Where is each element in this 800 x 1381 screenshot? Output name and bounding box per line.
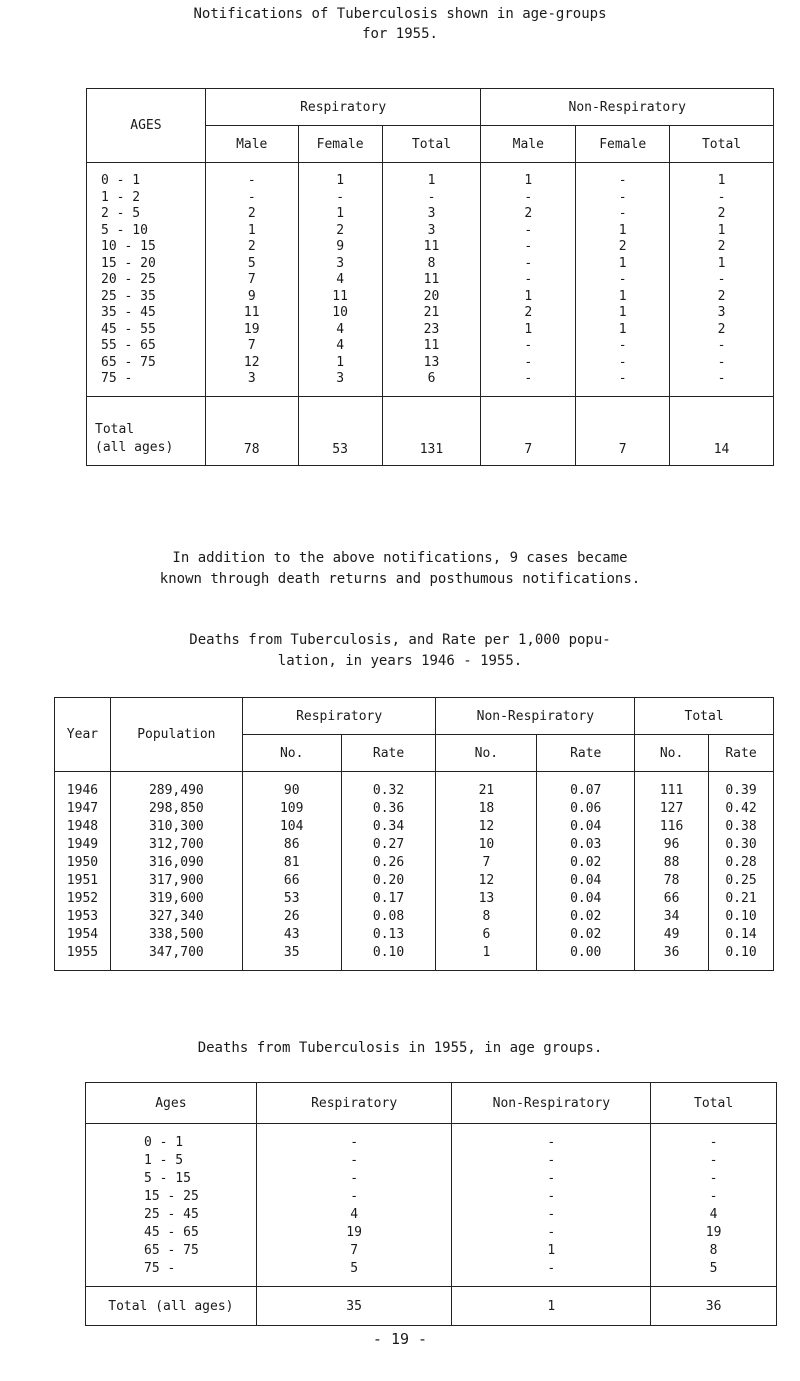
table-cell: 5 (205, 256, 298, 273)
table-cell: 9 (205, 289, 298, 306)
table-total-row (87, 396, 774, 465)
table-row (86, 1170, 777, 1188)
table-row (87, 223, 774, 240)
row-label: 55 - 65 (87, 338, 206, 355)
table-cell: 1 (576, 289, 670, 306)
row-label: 15 - 25 (86, 1188, 257, 1206)
table-row (86, 1260, 777, 1287)
table-cell: 3 (382, 206, 481, 223)
table-cell: 36 (635, 944, 709, 971)
table-cell: 7 (256, 1242, 452, 1260)
table-cell: 327,340 (110, 908, 242, 926)
table-cell: 0.02 (537, 854, 635, 872)
table-cell: - (205, 190, 298, 207)
table-cell: 19 (256, 1224, 452, 1242)
row-label: 45 - 65 (86, 1224, 257, 1242)
table-cell: 1 (205, 223, 298, 240)
table-cell: 5 (256, 1260, 452, 1287)
table-cell: 11 (298, 289, 382, 306)
table-cell: - (298, 190, 382, 207)
table-cell: 12 (436, 872, 537, 890)
table-cell: 6 (382, 371, 481, 396)
total-cell: 14 (670, 396, 774, 465)
row-label: 0 - 1 (86, 1124, 257, 1153)
table-cell: - (670, 371, 774, 396)
table-cell: - (576, 190, 670, 207)
table-cell: 2 (670, 322, 774, 339)
row-label: 75 - (87, 371, 206, 396)
table-cell: 8 (651, 1242, 777, 1260)
table-cell: 35 (242, 944, 341, 971)
deaths-by-age-table (85, 1082, 777, 1326)
table-cell: - (256, 1124, 452, 1153)
row-label: 1948 (55, 818, 111, 836)
table-cell: 2 (670, 206, 774, 223)
total-label (87, 396, 206, 465)
table-cell: 1 (298, 355, 382, 372)
table-row (55, 772, 774, 801)
table-row (87, 305, 774, 322)
table-cell: 0.34 (341, 818, 436, 836)
subheader-nonresp-no: No. (436, 735, 537, 772)
table-cell: - (382, 190, 481, 207)
table-cell: 11 (382, 338, 481, 355)
table-cell: 1 (436, 944, 537, 971)
table-cell: 0.30 (709, 836, 774, 854)
table-cell: 109 (242, 800, 341, 818)
subheader-resp-female: Female (298, 126, 382, 163)
page-title-line1: Notifications of Tuberculosis shown in age-groups (193, 6, 607, 22)
table-cell: 4 (298, 338, 382, 355)
table-cell: 0.08 (341, 908, 436, 926)
table-cell: - (481, 190, 576, 207)
row-label: 0 - 1 (87, 163, 206, 190)
table-cell: 66 (242, 872, 341, 890)
table-cell: 116 (635, 818, 709, 836)
table-cell: 1 (481, 289, 576, 306)
subheader-resp-no: No. (242, 735, 341, 772)
table-cell: 21 (436, 772, 537, 801)
table-cell: 7 (205, 272, 298, 289)
header-total: Total (635, 698, 774, 735)
table-row (87, 239, 774, 256)
note-line1: In addition to the above notifications, 9 cases became (172, 550, 628, 566)
header-ages: Ages (86, 1083, 257, 1124)
table-cell: 7 (436, 854, 537, 872)
subheader-nonresp-female: Female (576, 126, 670, 163)
table-row (87, 355, 774, 372)
deaths-heading-line2: lation, in years 1946 - 1955. (277, 653, 523, 669)
table-cell: 0.42 (709, 800, 774, 818)
table-cell: 1 (576, 256, 670, 273)
row-label: 65 - 75 (87, 355, 206, 372)
row-label: 1953 (55, 908, 111, 926)
table-row (86, 1124, 777, 1153)
table-cell: - (481, 355, 576, 372)
table-row (87, 256, 774, 273)
table-row (87, 272, 774, 289)
table-row (86, 1152, 777, 1170)
table-row (55, 944, 774, 971)
row-label: 75 - (86, 1260, 257, 1287)
total-cell: 35 (256, 1287, 452, 1326)
table-cell: 1 (481, 163, 576, 190)
deaths-by-year-table (54, 697, 774, 971)
table-cell: 4 (651, 1206, 777, 1224)
row-label: 1 - 2 (87, 190, 206, 207)
table-cell: - (651, 1170, 777, 1188)
table-cell: - (576, 355, 670, 372)
table-cell: 0.32 (341, 772, 436, 801)
table-cell: 4 (298, 272, 382, 289)
subheader-resp-total: Total (382, 126, 481, 163)
table-cell: 0.20 (341, 872, 436, 890)
table-cell: 88 (635, 854, 709, 872)
table-cell: 289,490 (110, 772, 242, 801)
table-cell: 8 (436, 908, 537, 926)
table-cell: 1 (670, 163, 774, 190)
total-cell: 78 (205, 396, 298, 465)
table-cell: 2 (481, 305, 576, 322)
table-row (86, 1206, 777, 1224)
table-cell: 2 (670, 289, 774, 306)
table-row (87, 163, 774, 190)
table-row (87, 190, 774, 207)
table-total-row (86, 1287, 777, 1326)
table-cell: - (576, 163, 670, 190)
row-label: 1955 (55, 944, 111, 971)
table-cell: 23 (382, 322, 481, 339)
table-cell: 34 (635, 908, 709, 926)
table-cell: 2 (205, 239, 298, 256)
table-cell: 310,300 (110, 818, 242, 836)
table-cell: 1 (298, 206, 382, 223)
table-cell: 0.03 (537, 836, 635, 854)
table-cell: 81 (242, 854, 341, 872)
table-cell: - (256, 1170, 452, 1188)
row-label: 1951 (55, 872, 111, 890)
table-cell: 10 (298, 305, 382, 322)
table-cell: 78 (635, 872, 709, 890)
table-cell: 0.39 (709, 772, 774, 801)
table-cell: 0.36 (341, 800, 436, 818)
table-cell: 2 (576, 239, 670, 256)
row-label: 2 - 5 (87, 206, 206, 223)
table-cell: 2 (298, 223, 382, 240)
table-cell: 12 (436, 818, 537, 836)
table-cell: 317,900 (110, 872, 242, 890)
table-cell: 7 (205, 338, 298, 355)
table-cell: 19 (205, 322, 298, 339)
table-cell: 298,850 (110, 800, 242, 818)
row-label: 1947 (55, 800, 111, 818)
table-cell: 19 (651, 1224, 777, 1242)
table-cell: 0.13 (341, 926, 436, 944)
table-cell: - (205, 163, 298, 190)
header-non-respiratory: Non-Respiratory (452, 1083, 651, 1124)
header-year: Year (55, 698, 111, 772)
table-cell: - (651, 1124, 777, 1153)
header-respiratory: Respiratory (205, 89, 481, 126)
subheader-nonresp-rate: Rate (537, 735, 635, 772)
row-label: 20 - 25 (87, 272, 206, 289)
table-cell: 11 (382, 239, 481, 256)
table-row (55, 926, 774, 944)
row-label: 1952 (55, 890, 111, 908)
row-label: 1954 (55, 926, 111, 944)
row-label: 10 - 15 (87, 239, 206, 256)
subheader-total-no: No. (635, 735, 709, 772)
table-cell: - (670, 338, 774, 355)
table-cell: 21 (382, 305, 481, 322)
table-cell: 9 (298, 239, 382, 256)
header-non-respiratory: Non-Respiratory (481, 89, 774, 126)
table-cell: 2 (670, 239, 774, 256)
table-cell: 2 (205, 206, 298, 223)
table-cell: 8 (382, 256, 481, 273)
table-cell: 18 (436, 800, 537, 818)
page-title-line2: for 1955. (362, 26, 438, 42)
table-cell: - (670, 190, 774, 207)
table-row (86, 1242, 777, 1260)
table-cell: 111 (635, 772, 709, 801)
table-cell: 0.27 (341, 836, 436, 854)
row-label: 5 - 15 (86, 1170, 257, 1188)
table-cell: - (452, 1206, 651, 1224)
notifications-table (86, 88, 774, 466)
table-cell: - (481, 239, 576, 256)
table-row (86, 1188, 777, 1206)
table-cell: 11 (205, 305, 298, 322)
table-cell: 43 (242, 926, 341, 944)
total-cell: 7 (481, 396, 576, 465)
table-cell: 1 (382, 163, 481, 190)
table-cell: 1 (298, 163, 382, 190)
table-row (87, 289, 774, 306)
table-row (55, 854, 774, 872)
table-cell: 96 (635, 836, 709, 854)
table-row (87, 338, 774, 355)
table-row (86, 1224, 777, 1242)
page-number: - 19 - (372, 1330, 428, 1348)
table-cell: 5 (651, 1260, 777, 1287)
row-label: 1949 (55, 836, 111, 854)
table-cell: 0.17 (341, 890, 436, 908)
table-cell: 53 (242, 890, 341, 908)
total-cell: 1 (452, 1287, 651, 1326)
table-cell: - (651, 1188, 777, 1206)
table-cell: 0.25 (709, 872, 774, 890)
table-cell: 0.07 (537, 772, 635, 801)
table-cell: 1 (576, 322, 670, 339)
total-cell: 7 (576, 396, 670, 465)
table-cell: 0.04 (537, 890, 635, 908)
row-label: 65 - 75 (86, 1242, 257, 1260)
table-cell: 0.10 (709, 944, 774, 971)
table-cell: 0.21 (709, 890, 774, 908)
table-cell: 347,700 (110, 944, 242, 971)
note-line2: known through death returns and posthumous notifications. (159, 571, 641, 587)
table-cell: - (651, 1152, 777, 1170)
table-cell: 312,700 (110, 836, 242, 854)
table-cell: - (452, 1124, 651, 1153)
total-cell: 131 (382, 396, 481, 465)
table-row (87, 206, 774, 223)
table-cell: 0.38 (709, 818, 774, 836)
table-cell: 127 (635, 800, 709, 818)
table-cell: 66 (635, 890, 709, 908)
header-ages: AGES (87, 89, 206, 163)
table-cell: 1 (670, 256, 774, 273)
table-cell: 26 (242, 908, 341, 926)
table-cell: - (481, 371, 576, 396)
header-respiratory: Respiratory (256, 1083, 452, 1124)
table-cell: - (576, 272, 670, 289)
table-cell: 2 (481, 206, 576, 223)
table-cell: - (481, 223, 576, 240)
table-cell: 3 (298, 371, 382, 396)
table-cell: 49 (635, 926, 709, 944)
table-cell: - (670, 355, 774, 372)
table-cell: - (452, 1152, 651, 1170)
row-label: 1946 (55, 772, 111, 801)
table-cell: 0.28 (709, 854, 774, 872)
row-label: 15 - 20 (87, 256, 206, 273)
table-cell: 0.26 (341, 854, 436, 872)
table-cell: 0.10 (341, 944, 436, 971)
table-cell: 86 (242, 836, 341, 854)
table-cell: 4 (298, 322, 382, 339)
table-cell: 3 (670, 305, 774, 322)
table-cell: 0.14 (709, 926, 774, 944)
total-label-line1: Total (95, 421, 135, 437)
table-cell: - (670, 272, 774, 289)
table-cell: - (256, 1152, 452, 1170)
row-label: 25 - 45 (86, 1206, 257, 1224)
table-cell: 0.02 (537, 908, 635, 926)
table-cell: - (481, 256, 576, 273)
table-row (55, 836, 774, 854)
table-cell: - (576, 371, 670, 396)
subheader-resp-rate: Rate (341, 735, 436, 772)
table-cell: 13 (382, 355, 481, 372)
table-cell: 4 (256, 1206, 452, 1224)
table-cell: 338,500 (110, 926, 242, 944)
header-non-respiratory: Non-Respiratory (436, 698, 635, 735)
table-cell: - (452, 1188, 651, 1206)
table-cell: 104 (242, 818, 341, 836)
total-label: Total (all ages) (86, 1287, 257, 1326)
table-cell: 12 (205, 355, 298, 372)
table-cell: 0.04 (537, 818, 635, 836)
table-cell: 11 (382, 272, 481, 289)
table-cell: - (576, 206, 670, 223)
table-cell: 10 (436, 836, 537, 854)
table-cell: 0.00 (537, 944, 635, 971)
table-cell: - (481, 338, 576, 355)
table-row (55, 818, 774, 836)
table-row (55, 908, 774, 926)
row-label: 1950 (55, 854, 111, 872)
table-cell: 90 (242, 772, 341, 801)
total-cell: 53 (298, 396, 382, 465)
table-cell: 0.10 (709, 908, 774, 926)
age-groups-heading: Deaths from Tuberculosis in 1955, in age groups. (197, 1040, 603, 1056)
table-cell: 0.06 (537, 800, 635, 818)
table-row (87, 322, 774, 339)
subheader-nonresp-male: Male (481, 126, 576, 163)
table-cell: 3 (298, 256, 382, 273)
row-label: 5 - 10 (87, 223, 206, 240)
table-cell: - (452, 1170, 651, 1188)
deaths-heading-line1: Deaths from Tuberculosis, and Rate per 1,000 popu- (189, 632, 611, 648)
table-cell: 319,600 (110, 890, 242, 908)
table-row (55, 890, 774, 908)
subheader-nonresp-total: Total (670, 126, 774, 163)
subheader-resp-male: Male (205, 126, 298, 163)
row-label: 1 - 5 (86, 1152, 257, 1170)
table-cell: 6 (436, 926, 537, 944)
table-cell: 3 (205, 371, 298, 396)
row-label: 45 - 55 (87, 322, 206, 339)
table-cell: - (576, 338, 670, 355)
header-population: Population (110, 698, 242, 772)
table-row (55, 872, 774, 890)
row-label: 35 - 45 (87, 305, 206, 322)
table-cell: 13 (436, 890, 537, 908)
table-row (87, 371, 774, 396)
table-cell: 0.02 (537, 926, 635, 944)
table-row (55, 800, 774, 818)
header-total: Total (651, 1083, 777, 1124)
table-cell: 3 (382, 223, 481, 240)
table-cell: 1 (576, 305, 670, 322)
total-cell: 36 (651, 1287, 777, 1326)
table-cell: - (256, 1188, 452, 1206)
total-label-line2: (all ages) (95, 439, 174, 455)
table-cell: 1 (576, 223, 670, 240)
table-cell: 20 (382, 289, 481, 306)
table-cell: - (452, 1224, 651, 1242)
table-cell: 316,090 (110, 854, 242, 872)
subheader-total-rate: Rate (709, 735, 774, 772)
row-label: 25 - 35 (87, 289, 206, 306)
table-cell: - (452, 1260, 651, 1287)
table-cell: 1 (670, 223, 774, 240)
header-respiratory: Respiratory (242, 698, 436, 735)
table-cell: - (481, 272, 576, 289)
table-cell: 1 (452, 1242, 651, 1260)
table-cell: 1 (481, 322, 576, 339)
table-cell: 0.04 (537, 872, 635, 890)
